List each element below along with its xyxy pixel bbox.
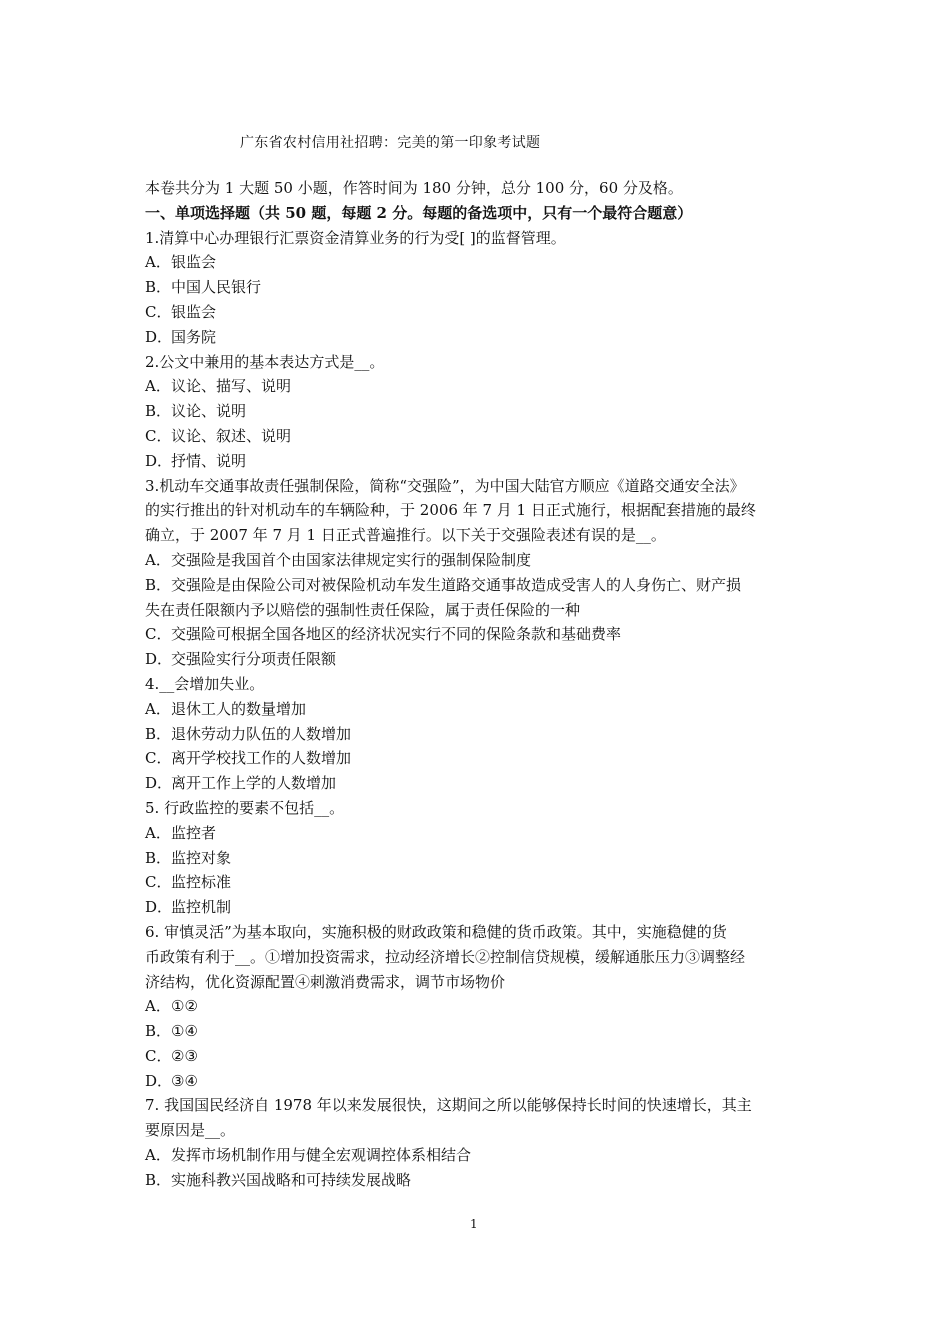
option-text: 实施科教兴国战略和可持续发展战略	[171, 1170, 412, 1189]
document-title: 广东省农村信用社招聘：完美的第一印象考试题	[240, 135, 541, 151]
question-stem-line: 5. 行政监控的要素不包括__。	[145, 798, 345, 817]
option-text: 银监会	[171, 302, 217, 321]
option-letter: D．	[145, 650, 173, 669]
document-body	[145, 176, 815, 1193]
question-block	[145, 350, 815, 474]
option-text: 议论、描写、说明	[171, 377, 292, 396]
answer-option	[145, 895, 815, 920]
question-stem-line: 2.公文中兼用的基本表达方式是__。	[145, 352, 385, 371]
page-number: 1	[470, 1217, 478, 1231]
option-text: 退休劳动力队伍的人数增加	[171, 724, 352, 743]
option-letter: B．	[145, 724, 172, 743]
option-letter: A．	[145, 253, 171, 272]
question-stem-line: 3.机动车交通事故责任强制保险，简称“交强险”，为中国大陆官方顺应《道路交通安全法》	[145, 476, 745, 495]
question-block	[145, 474, 815, 672]
question-block	[145, 672, 815, 796]
answer-option	[145, 870, 815, 895]
option-letter: A．	[145, 823, 171, 842]
option-text: 监控对象	[171, 848, 232, 867]
option-text: 国务院	[171, 327, 217, 346]
option-letter: D．	[145, 774, 173, 793]
option-letter: C．	[145, 426, 172, 445]
answer-option	[145, 449, 815, 474]
answer-option	[145, 622, 815, 647]
answer-option	[145, 275, 815, 300]
question-block	[145, 920, 815, 1094]
option-text: 失在责任限额内予以赔偿的强制性责任保险，属于责任保险的一种	[145, 600, 581, 619]
question-block	[145, 1093, 815, 1192]
option-text: 离开学校找工作的人数增加	[171, 749, 352, 768]
answer-option	[145, 846, 815, 871]
question-stem-line: 要原因是__。	[145, 1121, 236, 1140]
answer-option	[145, 1143, 815, 1168]
answer-option	[145, 399, 815, 424]
option-letter: B．	[145, 402, 172, 421]
question-stem-line: 币政策有利于__。①增加投资需求，拉动经济增长②控制信贷规模，缓解通胀压力③调整经	[145, 947, 746, 966]
option-letter: D．	[145, 1071, 173, 1090]
answer-option	[145, 1044, 815, 1069]
option-text: 监控标准	[171, 873, 232, 892]
option-letter: A．	[145, 699, 171, 718]
option-text: 交强险实行分项责任限额	[171, 650, 337, 669]
option-text: 退休工人的数量增加	[171, 699, 307, 718]
option-text: 议论、叙述、说明	[171, 426, 292, 445]
answer-option	[145, 598, 815, 623]
option-text: ①④	[171, 1022, 198, 1041]
option-letter: B．	[145, 575, 172, 594]
option-text: 监控机制	[171, 898, 232, 917]
option-text: 离开工作上学的人数增加	[171, 774, 337, 793]
option-letter: A．	[145, 1146, 171, 1165]
question-stem-line: 7. 我国国民经济自 1978 年以来发展很快，这期间之所以能够保持长时间的快速增长，其主	[145, 1096, 752, 1115]
answer-option	[145, 746, 815, 771]
answer-option	[145, 424, 815, 449]
option-text: 监控者	[171, 823, 217, 842]
option-letter: A．	[145, 550, 171, 569]
option-text: ②③	[171, 1046, 198, 1065]
answer-option	[145, 374, 815, 399]
option-letter: C．	[145, 625, 172, 644]
answer-option	[145, 325, 815, 350]
option-letter: D．	[145, 327, 173, 346]
option-text: 抒情、说明	[171, 451, 247, 470]
answer-option	[145, 994, 815, 1019]
option-text: ③④	[171, 1071, 198, 1090]
option-text: 交强险是我国首个由国家法律规定实行的强制保险制度	[171, 550, 532, 569]
question-stem-line: 1.清算中心办理银行汇票资金清算业务的行为受[ ]的监督管理。	[145, 228, 566, 247]
option-text: 银监会	[171, 253, 217, 272]
question-block	[145, 796, 815, 920]
option-text: 交强险可根据全国各地区的经济状况实行不同的保险条款和基础费率	[171, 625, 622, 644]
option-letter: D．	[145, 451, 173, 470]
option-letter: B．	[145, 1170, 172, 1189]
question-stem-line: 6. 审慎灵活”为基本取向，实施积极的财政政策和稳健的货币政策。其中，实施稳健的货	[145, 922, 727, 941]
option-letter: C．	[145, 302, 172, 321]
option-text: ①②	[171, 997, 198, 1016]
answer-option	[145, 722, 815, 747]
answer-option	[145, 1168, 815, 1193]
exam-intro: 本卷共分为 1 大题 50 小题，作答时间为 180 分钟，总分 100 分，60 分及格。	[145, 179, 683, 197]
option-letter: D．	[145, 898, 173, 917]
option-text: 发挥市场机制作用与健全宏观调控体系相结合	[171, 1146, 472, 1165]
answer-option	[145, 300, 815, 325]
option-text: 中国人民银行	[171, 278, 262, 297]
option-letter: B．	[145, 278, 172, 297]
answer-option	[145, 771, 815, 796]
answer-option	[145, 573, 815, 598]
question-stem-line: 的实行推出的针对机动车的车辆险种，于 2006 年 7 月 1 日正式施行，根据配套措施的最终	[145, 501, 756, 520]
answer-option	[145, 548, 815, 573]
answer-option	[145, 821, 815, 846]
option-letter: B．	[145, 1022, 172, 1041]
option-text: 交强险是由保险公司对被保险机动车发生道路交通事故造成受害人的人身伤亡、财产损	[171, 575, 742, 594]
option-letter: C．	[145, 1046, 172, 1065]
option-letter: B．	[145, 848, 172, 867]
section-heading: 一、单项选择题（共 50 题，每题 2 分。每题的备选项中，只有一个最符合题意）	[145, 203, 693, 222]
answer-option	[145, 250, 815, 275]
question-block	[145, 226, 815, 350]
option-letter: C．	[145, 749, 172, 768]
answer-option	[145, 697, 815, 722]
answer-option	[145, 1069, 815, 1094]
option-letter: A．	[145, 377, 171, 396]
question-stem-line: 确立，于 2007 年 7 月 1 日正式普遍推行。以下关于交强险表述有误的是__。	[145, 526, 666, 545]
option-text: 议论、说明	[171, 402, 247, 421]
answer-option	[145, 1019, 815, 1044]
option-letter: C．	[145, 873, 172, 892]
question-stem-line: 济结构，优化资源配置④刺激消费需求，调节市场物价	[145, 972, 506, 991]
question-stem-line: 4.__会增加失业。	[145, 674, 265, 693]
answer-option	[145, 647, 815, 672]
option-letter: A．	[145, 997, 171, 1016]
